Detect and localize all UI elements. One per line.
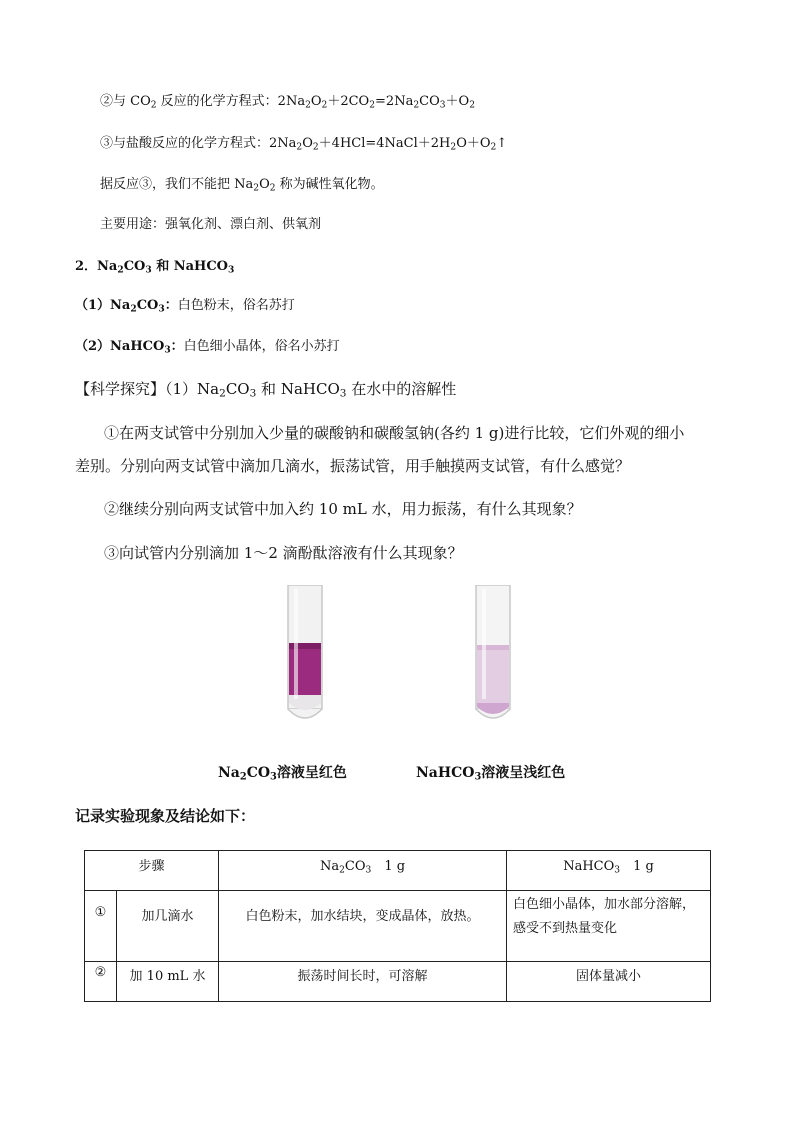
row-na2co3-result: 白色粉末，加水结块，变成晶体，放热。 [219,891,507,962]
row-na2co3-result: 振荡时间长时，可溶解 [219,962,507,1002]
record-heading: 记录实验现象及结论如下： [75,807,256,825]
table-row [85,891,711,962]
header-step: 步骤 [85,851,219,891]
question-3: ③向试管内分别滴加 1～2 滴酚酞溶液有什么其现象？ [104,544,463,562]
row-nahco3-result: 白色细小晶体，加水部分溶解， 感受不到热量变化 [507,891,711,962]
row-number: ① [85,891,117,962]
equation-co2: ②与 $CO_2$ 反应的化学方程式：$2Na_2O_2+2CO_2=2Na_2CO_3+O_2$ [100,94,475,111]
question-2: ②继续分别向两支试管中加入约 10 mL 水，用力振荡，有什么其现象？ [104,500,582,518]
reaction-note: 据反应③，我们不能把 $Na_2O_2$ 称为碱性氧化物。 [100,177,384,194]
row-nahco3-result: 固体量减小 [507,962,711,1002]
row-step: 加几滴水 [117,891,219,962]
question-1-line-2: 差别。分别向两支试管中滴加几滴水，振荡试管，用手触摸两支试管，有什么感觉？ [75,457,631,475]
row-number: ② [85,962,117,1002]
science-inquiry-title: 【科学探究】$(1)Na_2CO_3$ 和 NaHCO$_3$ 在水中的溶解性 [75,380,457,400]
caption-nahco3: NaHCO$_3$溶液呈浅红色 [416,765,566,783]
test-tube-nahco3 [473,585,513,725]
item-na2co3: $(1)Na_2CO_3$：白色粉末，俗名苏打 [75,298,295,315]
table-header-row [85,851,711,891]
item-nahco3: （2）NaHCO$_3$：白色细小晶体，俗名小苏打 [75,339,340,356]
equation-hcl: ③与盐酸反应的化学方程式：$2Na_2O_2+4HCl=4NaCl+2H_2O+O_2↑$ [100,136,508,153]
table-row [85,962,711,1002]
header-na2co3: $Na_2CO_3$ 1 g [219,851,507,891]
question-1-line-1: ①在两支试管中分别加入少量的碳酸钠和碳酸氢钠(各约 1 g)进行比较，它们外观的细小 [104,424,685,442]
caption-na2co3: $Na_2CO_3$溶液呈红色 [218,765,347,783]
header-nahco3: NaHCO$_3$ 1 g [507,851,711,891]
main-uses: 主要用途：强氧化剂、漂白剂、供氧剂 [100,217,322,232]
test-tube-na2co3 [285,585,325,725]
result-table [84,850,711,1002]
section-heading: 2．$Na_2CO_3$ 和 NaHCO$_3$ [75,259,235,276]
row-step: 加 10 mL 水 [117,962,219,1002]
